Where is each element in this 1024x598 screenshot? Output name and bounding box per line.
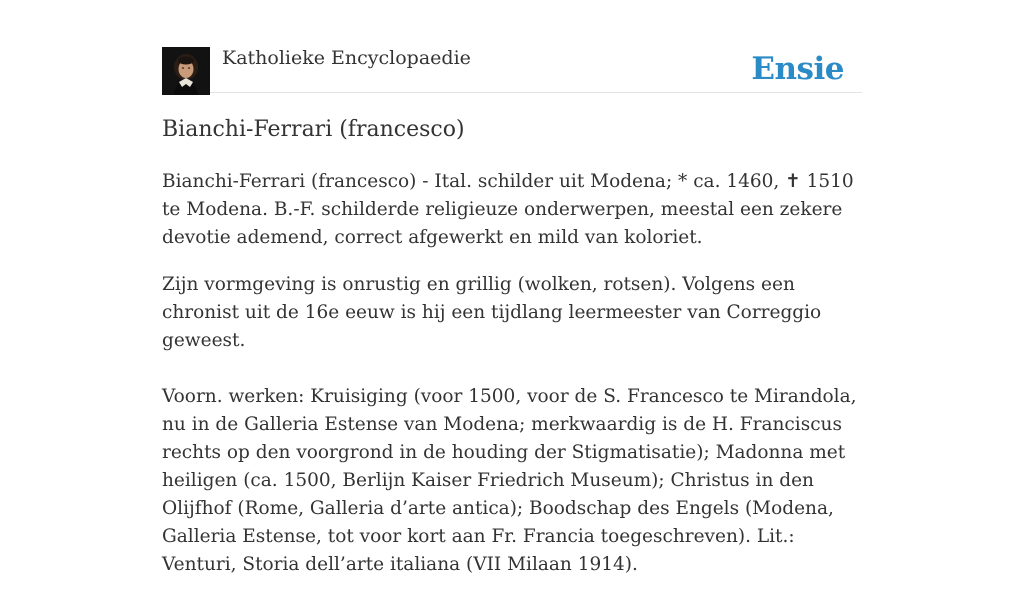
site-name[interactable]: Katholieke Encyclopaedie (222, 47, 471, 69)
portrait-icon (162, 47, 210, 95)
header (162, 44, 862, 93)
encyclopedia-portrait-avatar[interactable] (162, 47, 210, 95)
article-body (162, 168, 864, 598)
ensie-logo-link[interactable]: Ensie (751, 51, 844, 87)
page-title: Bianchi-Ferrari (francesco) (162, 117, 465, 142)
article-paragraph-2: Zijn vormgeving is onrustig en grillig (wolken, rotsen). Volgens een chronist uit de 16e eeuw is hij een tijdlang leermeester van Correggio geweest. (162, 274, 822, 351)
article-paragraph-3: Voorn. werken: Kruisiging (voor 1500, voor de S. Francesco te Mirandola, nu in de Galleria Estense van Modena; merkwaardig is de H. Franciscus rechts op den voorgrond in de houding der Stigmatisatie); Madonna met heiligen (ca. 1500, Berlijn Kaiser Friedrich Museum); Christus in den Olijfhof (Rome, Galleria d’arte antica); Boodschap des Engels (Modena, Galleria Estense, tot voor kort aan Fr. Francia toegeschreven). Lit.: Venturi, Storia dell’arte italiana (VII Milaan 1914). (162, 386, 857, 575)
article-paragraph-1: Bianchi-Ferrari (francesco) - Ital. schilder uit Modena; * ca. 1460, ✝ 1510 te Modena. B.-F. schilderde religieuze onderwerpen, meestal een zekere devotie ademend, correct afgewerkt en mild van koloriet. (162, 171, 854, 248)
